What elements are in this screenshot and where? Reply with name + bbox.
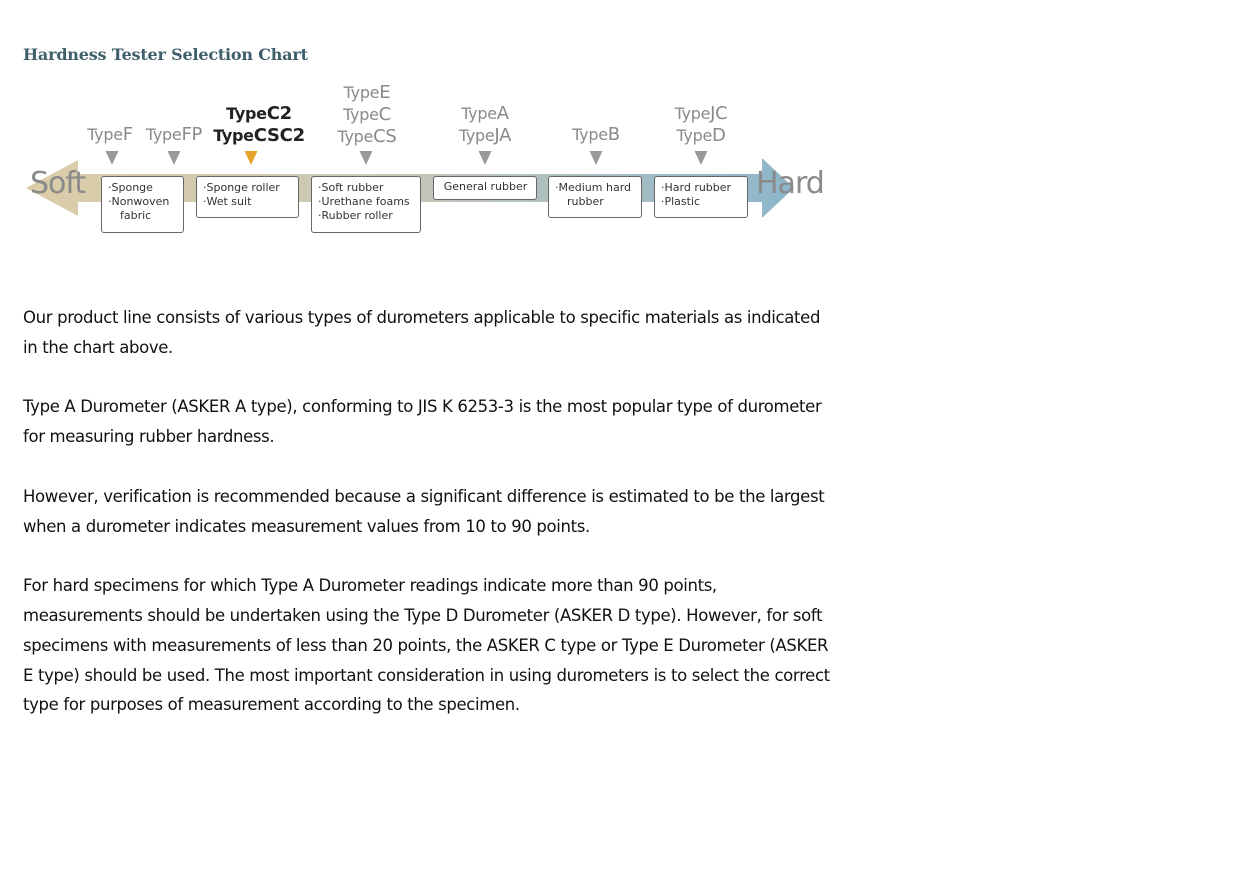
material-box-sponge: ·Sponge ·Nonwoven fabric: [101, 176, 184, 233]
material-box-soft-rubber: ·Soft rubber ·Urethane foams ·Rubber roller: [311, 176, 421, 233]
material-box-medium-hard-rubber: ·Medium hard rubber: [548, 176, 642, 218]
type-marker-icon: [168, 151, 181, 165]
hardness-selection-chart: [24, 82, 834, 242]
type-group-b: TypeB: [572, 124, 620, 145]
type-group-jc-d: TypeJC TypeD: [674, 103, 728, 146]
type-group-a-ja: TypeA TypeJA: [458, 103, 512, 146]
type-group-e-c-cs: TypeE TypeC TypeCS: [337, 82, 397, 147]
paragraph: For hard specimens for which Type A Durometer readings indicate more than 90 points, measurements should be undertaken using the Type D Durometer (ASKER D type). However, for soft specimens with measurements of less than 20 points, the ASKER C type or Type E Durometer (ASKER E type) should be used. The most important consideration in using durometers is to select the correct type for purposes of measurement according to the specimen.: [23, 576, 830, 715]
type-marker-icon: [360, 151, 373, 165]
hard-label: Hard: [756, 166, 824, 201]
type-marker-icon: [695, 151, 708, 165]
type-marker-icon: [479, 151, 492, 165]
paragraph: Our product line consists of various types of durometers applicable to specific materials as indicated in the chart above.: [23, 308, 821, 357]
material-box-sponge-roller: ·Sponge roller ·Wet suit: [196, 176, 299, 218]
type-group-f: TypeF: [87, 124, 133, 145]
body-text: [23, 303, 835, 750]
type-group-fp: TypeFP: [145, 124, 203, 145]
material-box-hard-rubber: ·Hard rubber ·Plastic: [654, 176, 748, 218]
highlight-marker-icon: [245, 151, 258, 165]
type-marker-icon: [590, 151, 603, 165]
type-group-c2: TypeC2 TypeCSC2: [213, 103, 305, 146]
paragraph: Type A Durometer (ASKER A type), conforming to JIS K 6253-3 is the most popular type of durometer for measuring rubber hardness.: [23, 397, 822, 447]
soft-label: Soft: [30, 166, 86, 201]
material-box-general-rubber: General rubber: [433, 176, 537, 200]
type-marker-icon: [106, 151, 119, 165]
page-title: Hardness Tester Selection Chart: [23, 45, 308, 64]
paragraph: However, verification is recommended because a significant difference is estimated to be the largest when a durometer indicates measurement values from 10 to 90 points.: [23, 486, 825, 536]
